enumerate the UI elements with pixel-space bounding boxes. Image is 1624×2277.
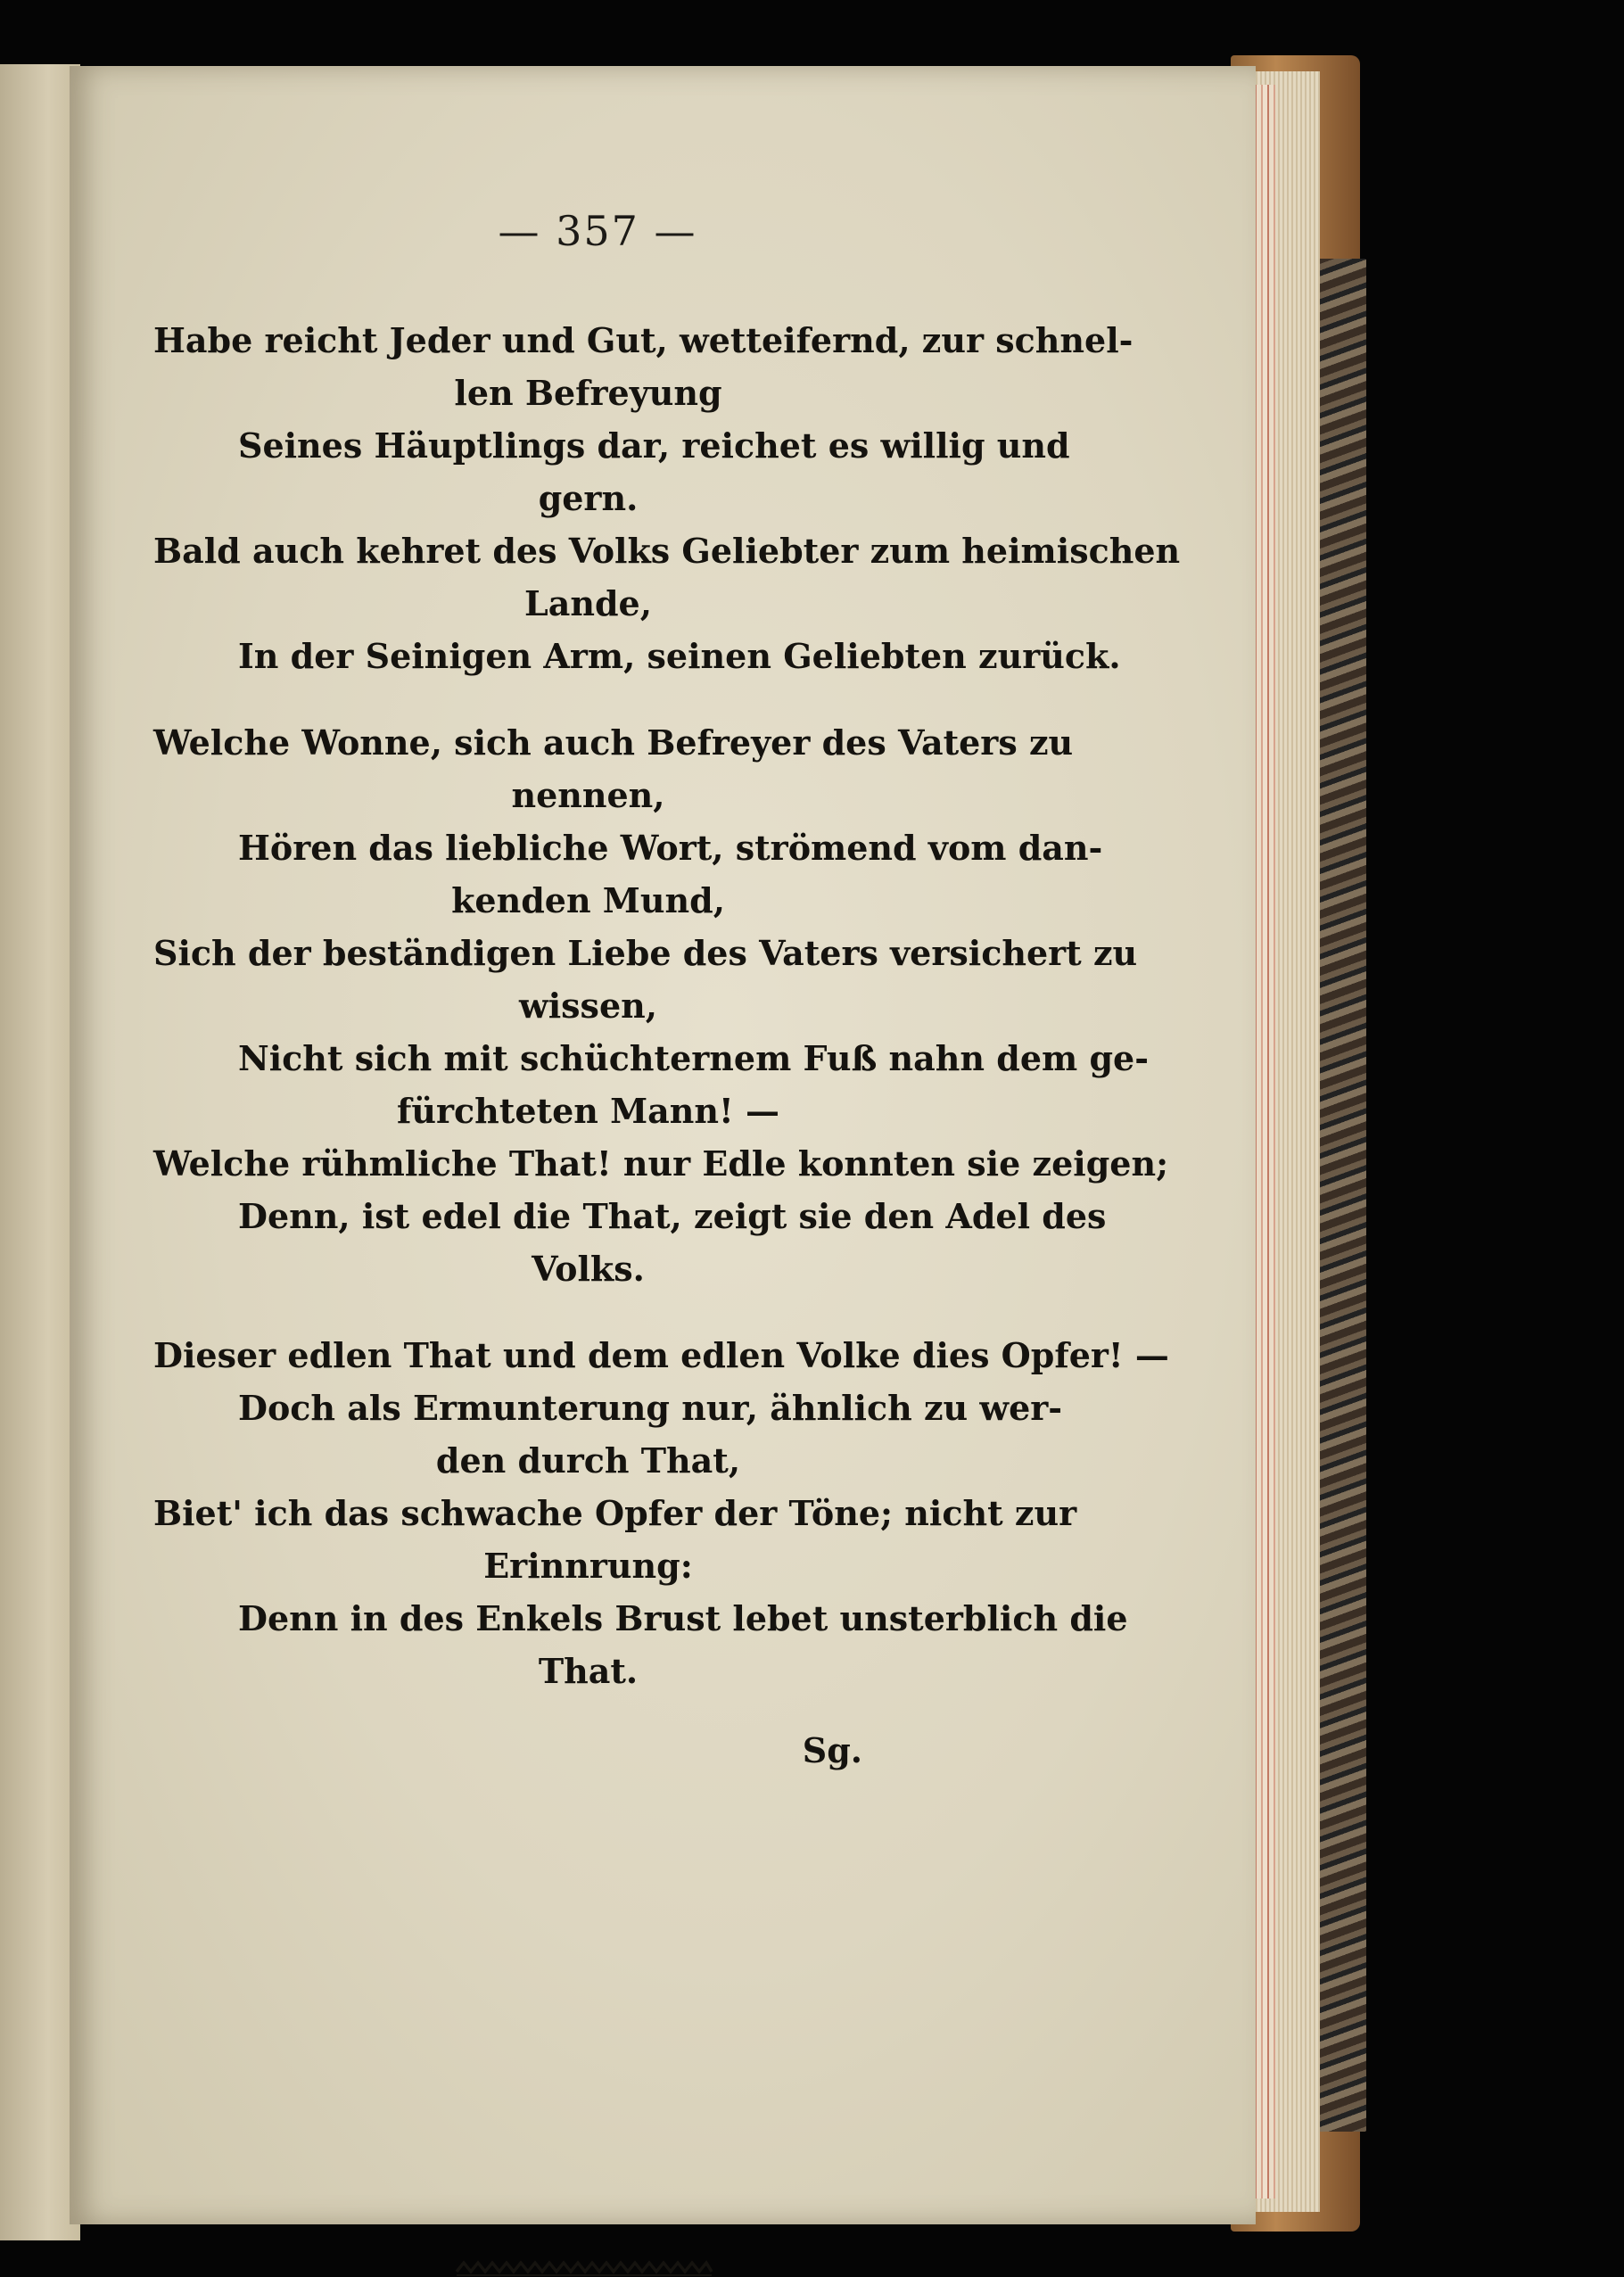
page-number: — 357 — [498, 207, 697, 255]
poem-line: Nicht sich mit schüchternem Fuß nahn dem ge- [238, 1038, 1149, 1078]
poem-line: Biet' ich das schwache Opfer der Töne; nicht zur [153, 1493, 1077, 1533]
poem-line: Doch als Ermunterung nur, ähnlich zu wer- [238, 1388, 1063, 1428]
poem-line: Erinnrung: [483, 1546, 693, 1586]
poem-line: Denn in des Enkels Brust lebet unsterblich die [238, 1598, 1128, 1638]
poem-line: Dieser edlen That und dem edlen Volke dies Opfer! — [153, 1335, 1169, 1375]
poem-line: nennen, [511, 775, 665, 815]
poem-line: Bald auch kehret des Volks Geliebter zum heimischen [153, 531, 1181, 571]
poem-line: kenden Mund, [451, 880, 725, 920]
poem-line: Hören das liebliche Wort, strömend vom dan- [238, 828, 1103, 868]
poem-line: Lande, [524, 583, 652, 623]
poem-line: gern. [538, 478, 639, 518]
poem-line: Welche rühmliche That! nur Edle konnten sie zeigen; [153, 1143, 1169, 1184]
stanza-gap [153, 1295, 1023, 1329]
poem-text [153, 314, 1181, 1781]
poem-line: In der Seinigen Arm, seinen Geliebten zurück. [238, 636, 1121, 676]
poem-line: Volks. [532, 1249, 645, 1289]
poem-line: Denn, ist edel die That, zeigt sie den Adel des [238, 1196, 1107, 1236]
poem-line: Seines Häuptlings dar, reichet es willig und [238, 425, 1070, 466]
poem-line: wissen, [519, 986, 657, 1026]
ornament-divider [455, 2259, 713, 2277]
signature: Sg. [802, 1730, 862, 1770]
poem-line: den durch That, [435, 1440, 741, 1481]
poem-line: Sich der beständigen Liebe des Vaters versichert zu [153, 933, 1138, 973]
poem-line: fürchteten Mann! — [397, 1091, 779, 1131]
poem-line: Habe reicht Jeder und Gut, wetteifernd, zur schnel- [153, 320, 1134, 360]
poem-line: Welche Wonne, sich auch Befreyer des Vaters zu [153, 722, 1074, 763]
poem-line: That. [538, 1651, 639, 1691]
poem-line: len Befreyung [454, 373, 722, 413]
stanza-gap [153, 682, 1023, 716]
facing-page-edge [0, 64, 80, 2240]
